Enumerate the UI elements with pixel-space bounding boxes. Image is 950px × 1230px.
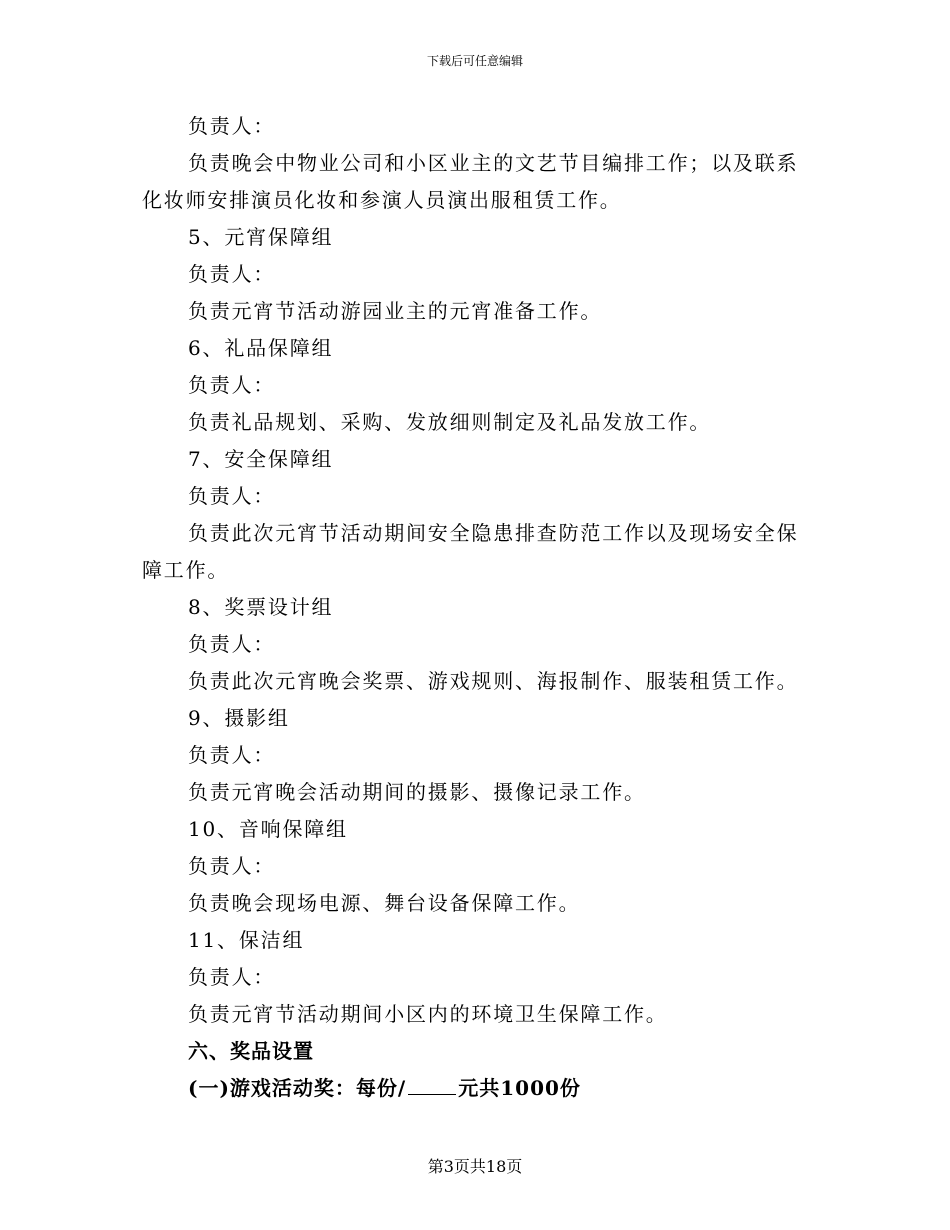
text-line: 负责此次元宵晚会奖票、游戏规则、海报制作、服装租赁工作。 — [188, 669, 799, 693]
section-heading: 5、元宵保障组 — [188, 225, 334, 249]
text-line: 障工作。 — [142, 558, 230, 582]
text-line: 负责元宵节活动期间小区内的环境卫生保障工作。 — [188, 1002, 668, 1026]
prize-text-before: (一)游戏活动奖：每份/ — [188, 1076, 407, 1100]
text-line: 负责人： — [188, 632, 276, 656]
section-heading: 11、保洁组 — [188, 928, 305, 952]
text-line: 负责晚会现场电源、舞台设备保障工作。 — [188, 891, 581, 915]
text-line: 负责此次元宵节活动期间安全隐患排查防范工作以及现场安全保 — [188, 521, 799, 545]
section-heading: 8、奖票设计组 — [188, 595, 334, 619]
section-heading: 10、音响保障组 — [188, 817, 348, 841]
fill-in-blank — [408, 1076, 456, 1095]
chapter-heading: 六、奖品设置 — [188, 1039, 314, 1063]
section-heading: 9、摄影组 — [188, 706, 290, 730]
section-heading: 7、安全保障组 — [188, 447, 334, 471]
text-line: 负责礼品规划、采购、发放细则制定及礼品发放工作。 — [188, 410, 712, 434]
text-line: 负责晚会中物业公司和小区业主的文艺节目编排工作；以及联系 — [188, 151, 799, 175]
text-line: 负责元宵晚会活动期间的摄影、摄像记录工作。 — [188, 780, 646, 804]
page-header: 下载后可任意编辑 — [426, 54, 523, 68]
page-footer: 第3页共18页 — [427, 1157, 523, 1176]
text-line: 负责人： — [188, 743, 276, 767]
text-line: 负责人： — [188, 262, 276, 286]
text-line: 负责人： — [188, 114, 276, 138]
prize-line — [142, 1070, 802, 1107]
section-heading: 6、礼品保障组 — [188, 336, 334, 360]
text-line: 负责人： — [188, 965, 276, 989]
text-line: 负责人： — [188, 484, 276, 508]
document-body — [142, 108, 802, 1107]
prize-text-after: 元共1000份 — [458, 1076, 581, 1100]
text-line: 负责人： — [188, 854, 276, 878]
text-line: 负责元宵节活动游园业主的元宵准备工作。 — [188, 299, 603, 323]
text-line: 化妆师安排演员化妆和参演人员演出服租赁工作。 — [142, 188, 622, 212]
text-line: 负责人： — [188, 373, 276, 397]
